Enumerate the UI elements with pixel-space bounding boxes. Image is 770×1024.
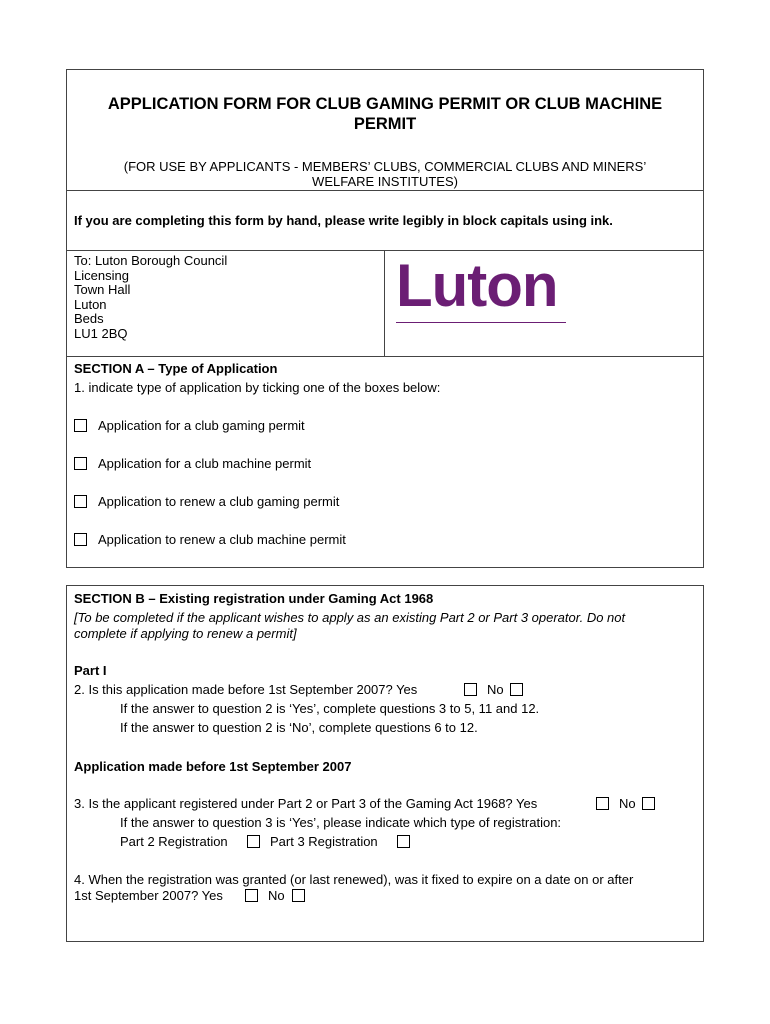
address-logo-divider [384,250,385,356]
divider-after-instruction [66,250,704,251]
part-3-registration-checkbox[interactable] [397,835,410,848]
club-gaming-permit-checkbox[interactable] [74,419,87,432]
q2-no-label: No [487,682,504,697]
renew-gaming-permit-checkbox[interactable] [74,495,87,508]
renew-gaming-permit-label: Application to renew a club gaming permit [98,494,340,509]
divider-after-header [66,190,704,191]
q2-help-no: If the answer to question 2 is ‘No’, complete questions 6 to 12. [120,720,478,735]
part-1-label: Part I [74,663,107,678]
divider-after-address [66,356,704,357]
q2-yes-checkbox[interactable] [464,683,477,696]
address-line-4: Luton [74,297,107,312]
luton-logo: Luton [396,252,558,319]
club-gaming-permit-label: Application for a club gaming permit [98,418,305,433]
page-subtitle [67,159,703,189]
section-a-heading: SECTION A – Type of Application [74,361,278,376]
address-line-5: Beds [74,311,104,326]
section-b-note-line-1: [To be completed if the applicant wishes to apply as an existing Part 2 or Part 3 operator. Do not [74,610,626,625]
renew-machine-permit-label: Application to renew a club machine permit [98,532,346,547]
renew-machine-permit-checkbox[interactable] [74,533,87,546]
address-line-2: Licensing [74,268,129,283]
q4-yes-checkbox[interactable] [245,889,258,902]
question-4-line-2: 1st September 2007? Yes [74,888,223,903]
section-b-note-line-2: complete if applying to renew a permit] [74,626,297,641]
q4-no-checkbox[interactable] [292,889,305,902]
subheading-before-sept-2007: Application made before 1st September 2007 [74,759,352,774]
q2-help-yes: If the answer to question 2 is ‘Yes’, complete questions 3 to 5, 11 and 12. [120,701,540,716]
address-line-1: To: Luton Borough Council [74,253,228,268]
page-title-line-1: APPLICATION FORM FOR CLUB GAMING PERMIT OR CLUB MACHINE [107,95,663,113]
club-machine-permit-label: Application for a club machine permit [98,456,312,471]
subtitle-line-1: (FOR USE BY APPLICANTS - MEMBERS’ CLUBS, COMMERCIAL CLUBS AND MINERS’ [123,159,647,174]
page-title [67,94,703,134]
club-machine-permit-checkbox[interactable] [74,457,87,470]
q2-no-checkbox[interactable] [510,683,523,696]
q3-no-checkbox[interactable] [642,797,655,810]
section-b-heading: SECTION B – Existing registration under Gaming Act 1968 [74,591,434,606]
question-4-line-1: 4. When the registration was granted (or last renewed), was it fixed to expire on a date on or after [74,872,634,887]
q3-no-label: No [619,796,636,811]
question-3: 3. Is the applicant registered under Part 2 or Part 3 of the Gaming Act 1968? Yes [74,796,538,811]
page-title-line-2: PERMIT [353,115,417,133]
q4-no-label: No [268,888,285,903]
q3-yes-checkbox[interactable] [596,797,609,810]
part-2-registration-checkbox[interactable] [247,835,260,848]
subtitle-line-2: WELFARE INSTITUTES) [312,174,458,189]
question-2: 2. Is this application made before 1st September 2007? Yes [74,682,418,697]
q3-help: If the answer to question 3 is ‘Yes’, please indicate which type of registration: [120,815,562,830]
part-2-registration-label: Part 2 Registration [120,834,228,849]
logo-underline [396,322,566,323]
section-a-question: 1. indicate type of application by ticking one of the boxes below: [74,380,441,395]
completion-instruction: If you are completing this form by hand, please write legibly in block capitals using ink. [74,213,613,228]
address-line-6: LU1 2BQ [74,326,128,341]
part-3-registration-label: Part 3 Registration [270,834,378,849]
address-line-3: Town Hall [74,282,131,297]
